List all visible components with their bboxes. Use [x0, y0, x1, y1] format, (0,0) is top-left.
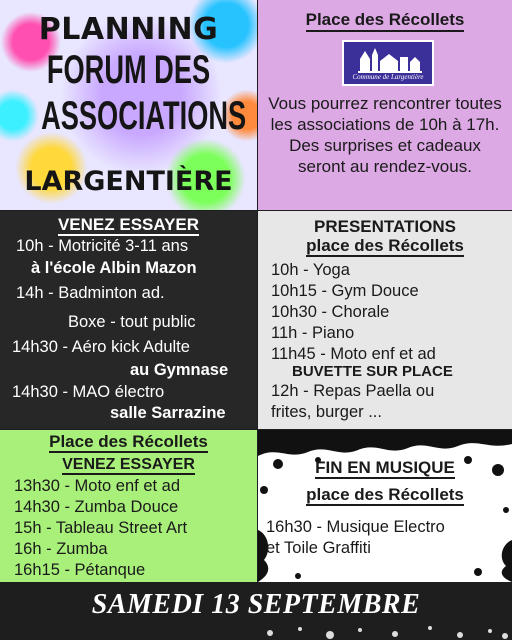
- commune-logo: [342, 40, 434, 86]
- venue-line: à l'école Albin Mazon: [31, 259, 197, 277]
- schedule-line: frites, burger ...: [271, 403, 382, 421]
- ink-splatter-icon: [258, 430, 512, 582]
- schedule-line: 13h30 - Moto enf et ad: [14, 477, 181, 495]
- try-panel-afternoon: [0, 430, 257, 582]
- presentations-location: place des Récollets: [306, 236, 464, 255]
- schedule-line: 10h - Yoga: [271, 261, 350, 279]
- title-panel: [0, 0, 257, 210]
- schedule-line: 16h - Zumba: [14, 540, 108, 558]
- schedule-line: 10h15 - Gym Douce: [271, 282, 419, 300]
- event-date: SAMEDI 13 SEPTEMBRE: [91, 589, 421, 620]
- presentations-panel: [258, 211, 512, 429]
- music-location: place des Récollets: [306, 485, 464, 504]
- schedule-line: 16h15 - Pétanque: [14, 561, 146, 579]
- afternoon-heading: VENEZ ESSAYER: [62, 456, 195, 473]
- schedule-line: 14h30 - Aéro kick Adulte: [12, 338, 190, 356]
- schedule-line: 11h - Piano: [271, 324, 355, 342]
- venue-line: salle Sarrazine: [110, 404, 226, 422]
- title-line-town: LARGENTIÈRE: [24, 166, 233, 197]
- schedule-line: 10h - Motricité 3-11 ans: [16, 237, 189, 255]
- title-line-associations: ASSOCIATIONS: [41, 94, 247, 138]
- music-heading: FIN EN MUSIQUE: [315, 458, 455, 477]
- music-panel: [258, 430, 512, 582]
- schedule-line: 14h30 - Zumba Douce: [14, 498, 179, 516]
- schedule-line: 11h45 - Moto enf et ad: [271, 345, 436, 363]
- schedule-line: 10h30 - Chorale: [271, 303, 390, 321]
- date-banner: [0, 583, 512, 640]
- title-line-forum: FORUM DES: [46, 48, 211, 92]
- presentations-heading: PRESENTATIONS: [314, 217, 456, 236]
- paint-splatter-icon: [0, 621, 512, 640]
- try-heading: VENEZ ESSAYER: [57, 215, 200, 234]
- schedule-line: 15h - Tableau Street Art: [14, 519, 188, 537]
- schedule-line: 14h30 - MAO électro: [12, 383, 165, 401]
- schedule-line: Boxe - tout public: [68, 313, 196, 331]
- intro-panel: [258, 0, 512, 210]
- intro-text: Vous pourrez rencontrer toutes les associations de 10h à 17h. Des surprises et cadeaux seront au rendez-vous.: [268, 94, 502, 176]
- schedule-line: 12h - Repas Paella ou: [271, 382, 435, 400]
- town-skyline-icon: [356, 45, 424, 75]
- title-line-planning: PLANNING: [38, 12, 219, 47]
- logo-caption: Commune de Largentière: [352, 73, 424, 81]
- try-panel-morning: [0, 211, 257, 429]
- venue-line: au Gymnase: [130, 361, 229, 379]
- intro-heading: Place des Récollets: [258, 10, 512, 30]
- schedule-line: et Toile Graffiti: [266, 539, 371, 557]
- refreshment-notice: BUVETTE SUR PLACE: [292, 363, 453, 380]
- schedule-line: 16h30 - Musique Electro: [266, 518, 445, 536]
- schedule-line: 14h - Badminton ad.: [16, 284, 165, 302]
- afternoon-location: Place des Récollets: [49, 432, 208, 451]
